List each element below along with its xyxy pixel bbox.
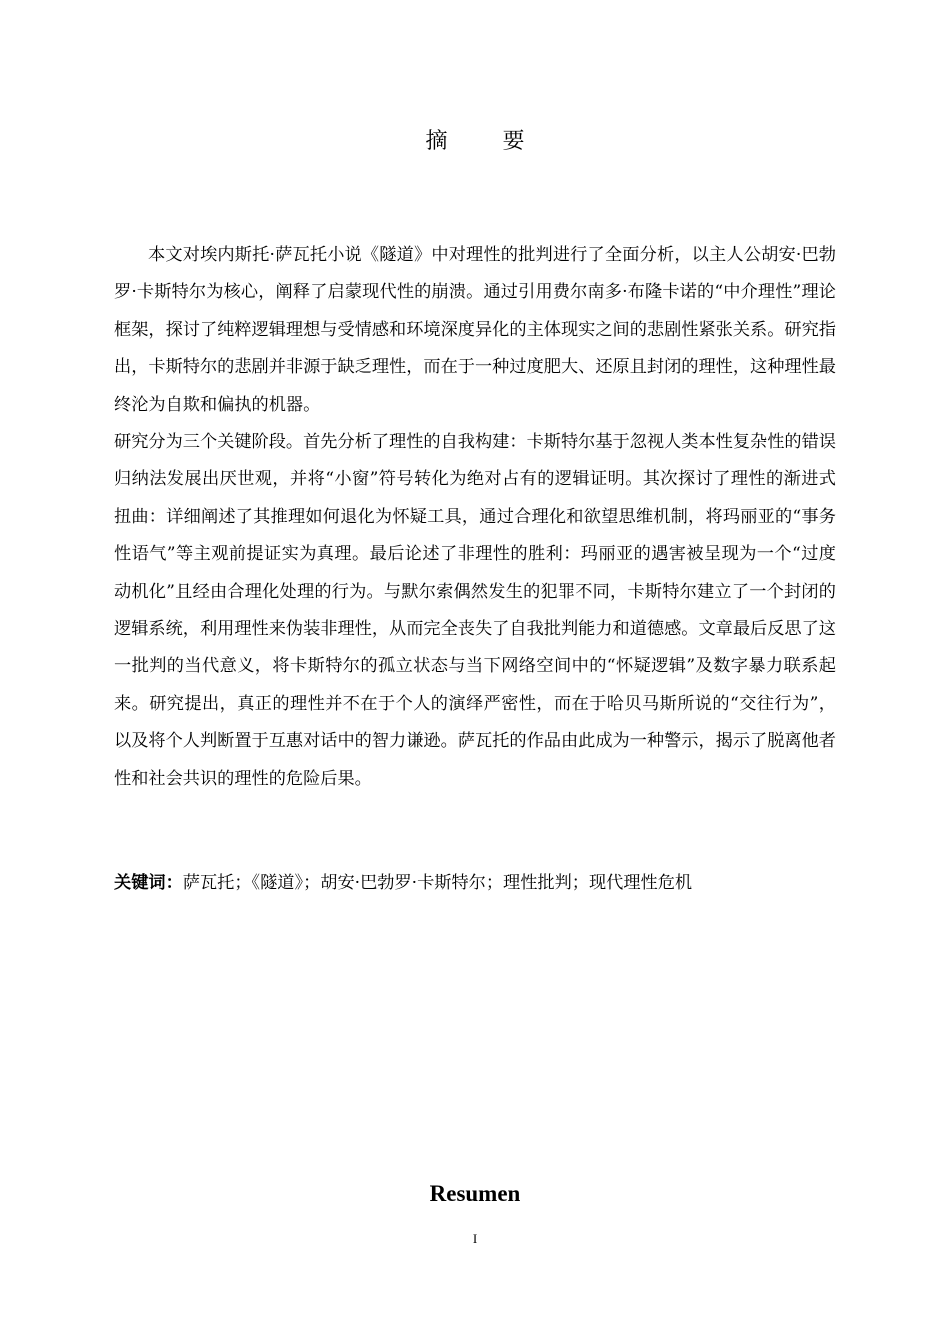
keywords-line (114, 865, 836, 902)
page-title: 摘 要 (425, 129, 549, 154)
page-number: I (472, 1231, 478, 1246)
abstract-paragraph-2: 研究分为三个关键阶段。首先分析了理性的自我构建：卡斯特尔基于忽视人类本性复杂性的错误归纳法发展出厌世观，并将“小窗”符号转化为绝对占有的逻辑证明。其次探讨了理性的渐进式扭曲：详细阐述了其推理如何退化为怀疑工具，通过合理化和欲望思维机制，将玛丽亚的“事务性语气”等主观前提证实为真理。最后论述了非理性的胜利：玛丽亚的遇害被呈现为一个“过度动机化”且经由合理化处理的行为。与默尔索偶然发生的犯罪不同，卡斯特尔建立了一个封闭的逻辑系统，利用理性来伪装非理性，从而完全丧失了自我批判能力和道德感。文章最后反思了这一批判的当代意义，将卡斯特尔的孤立状态与当下网络空间中的“怀疑逻辑”及数字暴力联系起来。研究提出，真正的理性并不在于个人的演绎严密性，而在于哈贝马斯所说的“交往行为”，以及将个人判断置于互惠对话中的智力谦逊。萨瓦托的作品由此成为一种警示，揭示了脱离他者性和社会共识的理性的危险后果。 (114, 432, 836, 789)
abstract-body (114, 237, 836, 798)
keywords-label: 关键词： (114, 873, 183, 893)
keywords-text: 萨瓦托；《隧道》；胡安·巴勃罗·卡斯特尔；理性批判；现代理性危机 (182, 873, 693, 893)
resumen-heading: Resumen (429, 1181, 521, 1206)
abstract-paragraph-1: 本文对埃内斯托·萨瓦托小说《隧道》中对理性的批判进行了全面分析，以主人公胡安·巴勃罗·卡斯特尔为核心，阐释了启蒙现代性的崩溃。通过引用费尔南多·布隆卡诺的“中介理性”理论框架，探讨了纯粹逻辑理想与受情感和环境深度异化的主体现实之间的悲剧性紧张关系。研究指出，卡斯特尔的悲剧并非源于缺乏理性，而在于一种过度肥大、还原且封闭的理性，这种理性最终沦为自欺和偏执的机器。 (114, 245, 836, 415)
